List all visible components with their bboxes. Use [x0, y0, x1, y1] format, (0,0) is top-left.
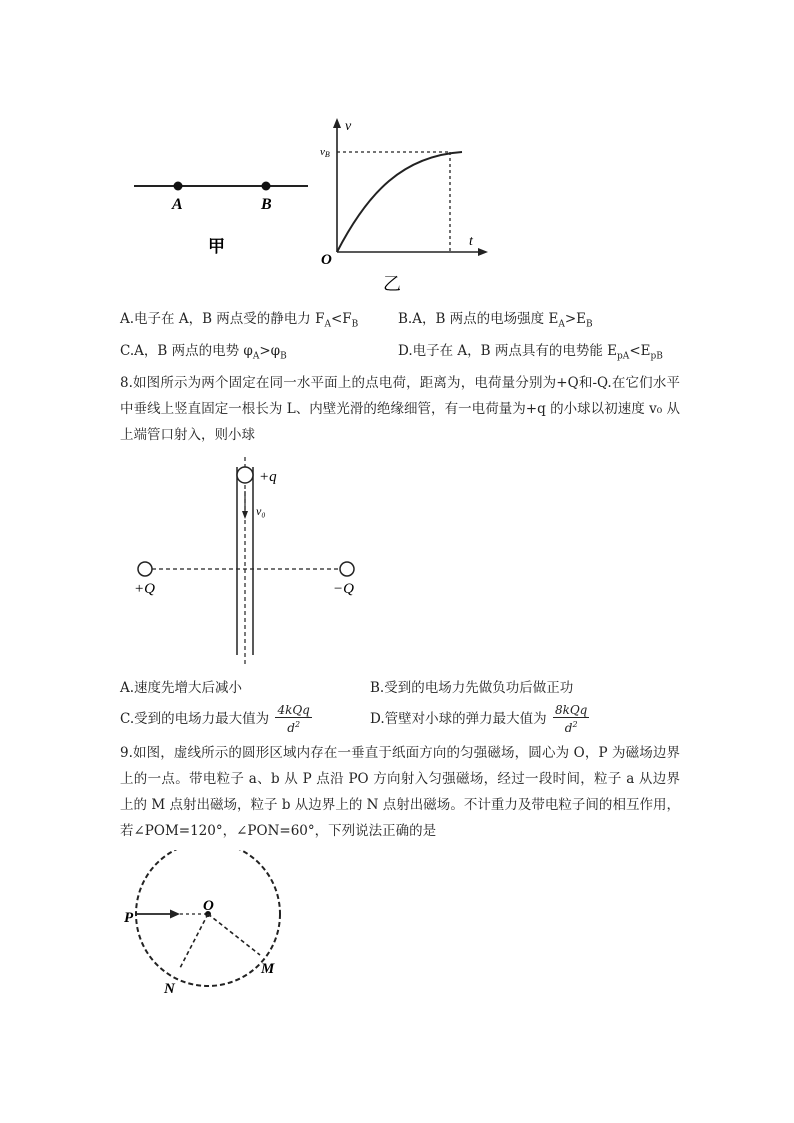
v-t-curve — [337, 152, 462, 252]
label-n: N — [164, 981, 175, 997]
q7-option-a: A.电子在 A，B 两点受的静电力 $F_A<F_B$ — [120, 311, 359, 330]
label-v0: v₀ — [256, 504, 266, 518]
q7-option-c: C.A，B 两点的电势 $\varphi_A>\varphi_B$ — [120, 343, 287, 362]
magnetic-field-boundary — [136, 850, 280, 986]
q8-option-c: C.受到的电场力最大值为 $\frac{\text{4kQq}}{d^2}$ — [120, 703, 310, 735]
origin-label: O — [321, 252, 332, 268]
label-p: P — [124, 910, 134, 926]
q8-option-a: A.速度先增大后减小 — [120, 680, 243, 696]
point-a — [174, 182, 183, 191]
label-plus-Q: +Q — [134, 581, 155, 597]
charge-plus-Q — [138, 562, 152, 576]
label-m: M — [261, 961, 275, 977]
vb-label: vB — [320, 146, 330, 159]
q9-stem: 9.如图，虚线所示的圆形区域内存在一垂直于纸面方向的匀强磁场，圆心为 O，P 为磁场边界上的一点。带电粒子 a、b 从 P 点沿 PO 方向射入匀强磁场，经过一段时间，粒子 a 从边界上的 M 点射出磁场，粒子 b 从边界上的 N 点射出磁场。不计重力及带电粒子间的相互作用，若∠POM=120°，∠PON=60°，下列说法正确的是 — [120, 745, 680, 839]
label-minus-Q: −Q — [333, 581, 354, 597]
q8-stem: 8.如图所示为两个固定在同一水平面上的点电荷，距离为，电荷量分别为+Q和-Q.在它们水平中垂线上竖直固定一根长为 L、内壁光滑的绝缘细管，有一电荷量为+q 的小球以初速度 v₀ 从上端管口射入，则小球 — [120, 375, 680, 443]
axis-t-label: t — [469, 234, 473, 249]
fraction-4kqq: $\frac{\text{4kQq}}{d^2}$ — [277, 703, 310, 735]
fraction-8kqq: $\frac{\text{8kQq}}{d^2}$ — [554, 703, 588, 735]
axis-v-label: v — [345, 119, 352, 134]
label-a: A — [172, 196, 183, 213]
q7-option-d: D.电子在 A，B 两点具有的电势能 $E_{pA}<E_{pB}$ — [398, 343, 663, 362]
charge-minus-Q — [340, 562, 354, 576]
figure-q9 — [118, 850, 308, 1000]
point-b — [262, 182, 271, 191]
q8-option-d: D.管壁对小球的弹力最大值为 $\frac{\text{8kQq}}{d^2}$ — [370, 703, 588, 735]
label-plus-q: +q — [259, 469, 277, 485]
figure-jia-yi — [118, 112, 498, 292]
caption-yi: 乙 — [383, 274, 401, 292]
q7-option-b: B.A，B 两点的电场强度 $E_A>E_B$ — [398, 311, 593, 330]
label-o: O — [203, 898, 214, 914]
figure-q8 — [130, 455, 370, 665]
label-b: B — [261, 196, 272, 213]
caption-jia: 甲 — [208, 237, 225, 256]
q8-option-b: B.受到的电场力先做负功后做正功 — [370, 680, 574, 696]
small-ball — [237, 467, 253, 483]
